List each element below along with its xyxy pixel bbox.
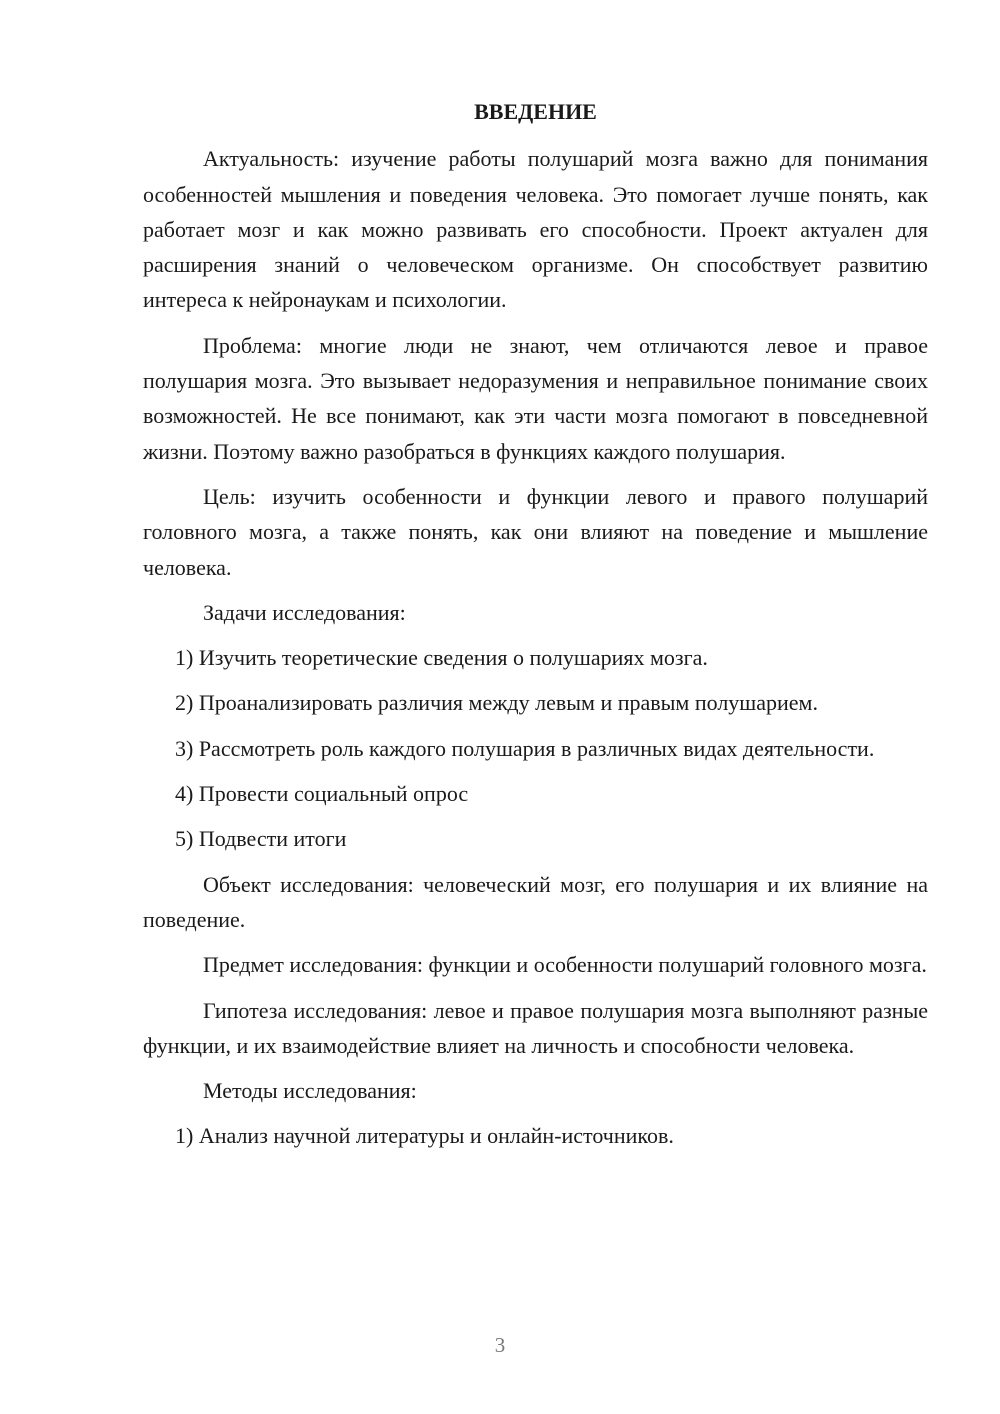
method-item-1: 1) Анализ научной литературы и онлайн-источников. bbox=[175, 1123, 674, 1149]
object-paragraph: Объект исследования: человеческий мозг, его полушария и их влияние на поведение. bbox=[143, 871, 928, 932]
page-number: 3 bbox=[494, 1333, 506, 1357]
task-item-1: 1) Изучить теоретические сведения о полушариях мозга. bbox=[175, 645, 708, 671]
goal-paragraph: Цель: изучить особенности и функции левого и правого полушарий головного мозга, а также понять, как они влияют на поведение и мышление человека. bbox=[143, 483, 928, 580]
methods-title: Методы исследования: bbox=[203, 1078, 417, 1104]
page-content bbox=[143, 94, 928, 1164]
relevance-paragraph: Актуальность: изучение работы полушарий мозга важно для понимания особенностей мышления и поведения человека. Это помогает лучше понять, как работает мозг и как можно развивать его способности. Проект актуален для расширения знаний о человеческом организме. Он способствует развитию интереса к нейронаукам и психологии. bbox=[143, 146, 928, 313]
hypothesis-paragraph: Гипотеза исследования: левое и правое полушария мозга выполняют разные функции, и их взаимодействие влияет на личность и способности человека. bbox=[143, 997, 928, 1058]
task-item-2: 2) Проанализировать различия между левым и правым полушарием. bbox=[175, 690, 818, 716]
tasks-title: Задачи исследования: bbox=[203, 599, 406, 625]
subject-paragraph: Предмет исследования: функции и особенности полушарий головного мозга. bbox=[203, 952, 927, 978]
task-item-5: 5) Подвести итоги bbox=[175, 826, 347, 852]
section-heading: ВВЕДЕНИЕ bbox=[474, 99, 597, 124]
task-item-3: 3) Рассмотреть роль каждого полушария в различных видах деятельности. bbox=[175, 735, 875, 761]
task-item-4: 4) Провести социальный опрос bbox=[175, 781, 469, 807]
problem-paragraph: Проблема: многие люди не знают, чем отличаются левое и правое полушария мозга. Это вызывает недоразумения и неправильное понимание своих возможностей. Не все понимают, как эти части мозга помогают в повседневной жизни. Поэтому важно разобраться в функциях каждого полушария. bbox=[143, 332, 928, 464]
